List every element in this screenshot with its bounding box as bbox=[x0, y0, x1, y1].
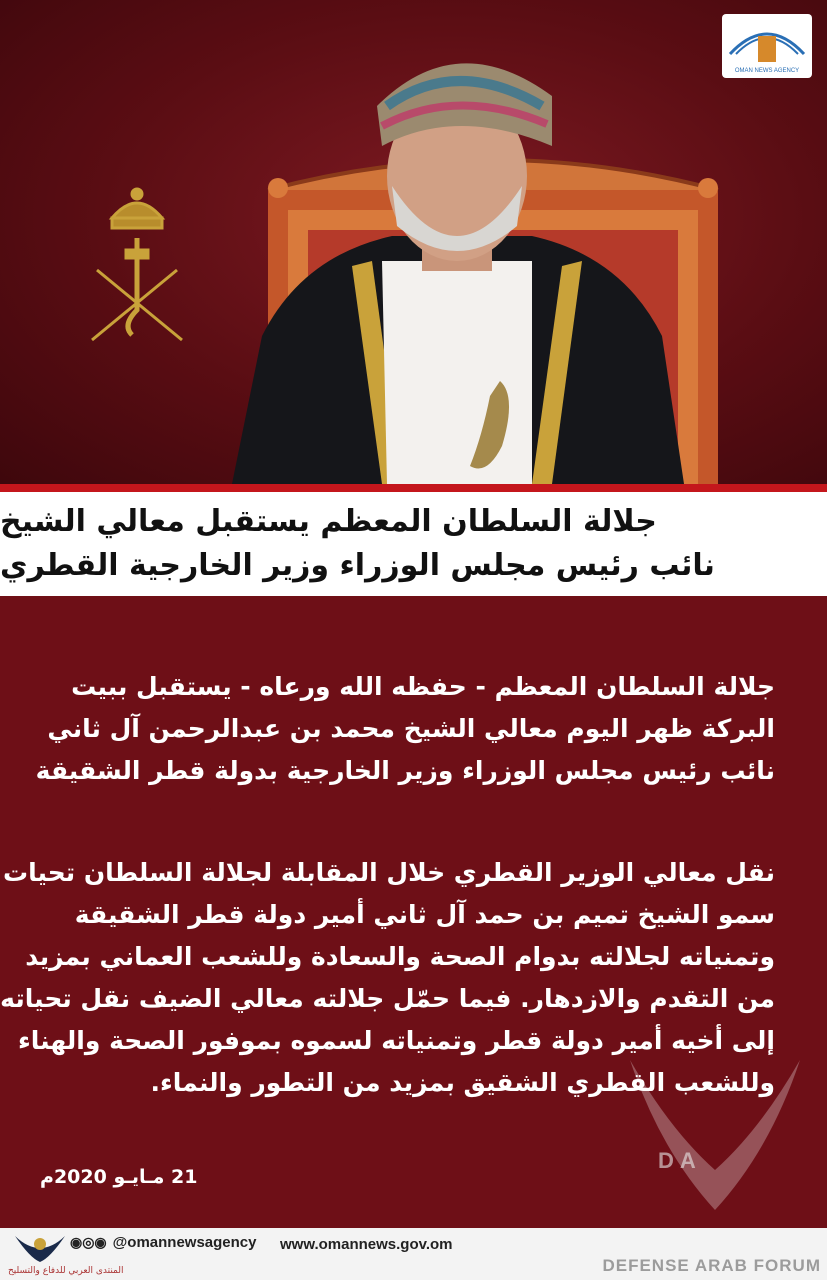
oman-emblem-icon bbox=[82, 180, 192, 350]
paragraph-1-line: البركة ظهر اليوم معالي الشيخ محمد بن عبدالرحمن آل ثاني bbox=[47, 714, 775, 743]
social-handle[interactable] bbox=[70, 1234, 257, 1251]
paragraph-2-line: وللشعب القطري الشقيق بمزيد من التطور والنماء. bbox=[150, 1068, 775, 1097]
paragraph-1-line: نائب رئيس مجلس الوزراء وزير الخارجية بدولة قطر الشقيقة bbox=[35, 756, 775, 785]
paragraph-2-line: وتمنياته لجلالته بدوام الصحة والسعادة وللشعب العماني بمزيد bbox=[25, 942, 775, 971]
forum-logo-icon bbox=[10, 1230, 70, 1264]
sultan-portrait bbox=[232, 36, 684, 484]
footer-bar bbox=[0, 1228, 827, 1280]
social-icons: ◉◎◉ bbox=[70, 1234, 107, 1250]
svg-text:OMAN NEWS AGENCY: OMAN NEWS AGENCY bbox=[734, 68, 800, 74]
forum-watermark-icon bbox=[610, 1040, 820, 1240]
paragraph-2-line: نقل معالي الوزير القطري خلال المقابلة لجلالة السلطان تحيات bbox=[3, 858, 775, 887]
headline-line-2: نائب رئيس مجلس الوزراء وزير الخارجية القطري bbox=[0, 548, 715, 583]
paragraph-2-line: إلى أخيه أمير دولة قطر وتمنياته لسموه بموفور الصحة والهناء bbox=[18, 1026, 775, 1055]
paragraph-1 bbox=[35, 666, 775, 792]
website-link[interactable]: www.omannews.gov.om bbox=[280, 1236, 453, 1253]
article-date: 21 مـايـو 2020م bbox=[40, 1166, 198, 1188]
forum-brand-text: DEFENSE ARAB FORUM bbox=[602, 1256, 821, 1275]
divider-strip bbox=[0, 484, 827, 492]
forum-arabic-name: المنتدى العربي للدفاع والتسليح bbox=[8, 1266, 124, 1276]
agency-emblem-icon bbox=[722, 14, 812, 78]
paragraph-1-line: جلالة السلطان المعظم - حفظه الله ورعاه - يستقبل ببيت bbox=[71, 672, 775, 701]
header-photo-area bbox=[0, 0, 827, 484]
headline-line-1: جلالة السلطان المعظم يستقبل معالي الشيخ bbox=[0, 504, 657, 539]
watermark-text: DA bbox=[658, 1148, 702, 1173]
paragraph-2-line: سمو الشيخ تميم بن حمد آل ثاني أمير دولة قطر الشقيقة bbox=[74, 900, 775, 929]
headline-band bbox=[0, 492, 827, 596]
oman-news-agency-logo bbox=[722, 14, 812, 78]
paragraph-2-line: من التقدم والازدهار. فيما حمّل جلالته معالي الضيف نقل تحياته bbox=[0, 984, 775, 1013]
social-handle-text: @omannewsagency bbox=[112, 1234, 257, 1251]
